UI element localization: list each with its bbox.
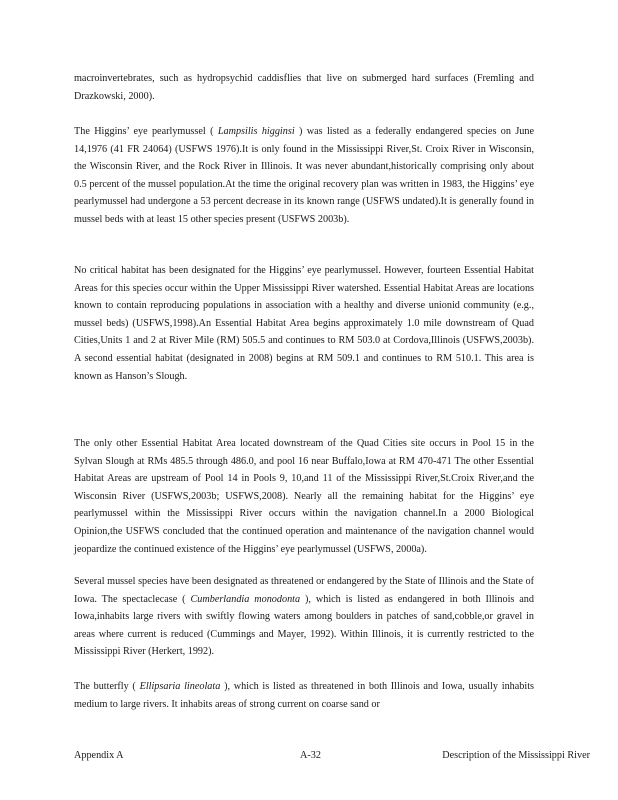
paragraph-text: The Higgins’ eye pearlymussel ( <box>74 126 218 137</box>
paragraph-text: ), which is listed as endangered in both Illinois and Iowa,inhabits large rivers with swiftly flowing waters among boulders in patches of sand,cobble,or gravel in areas where current is reduced (Cummings and Mayer, 1992). Within Illinois, it is currently restricted to the Mississippi River (Herkert, 1992). <box>74 593 534 658</box>
paragraph-state-listed-mussels <box>74 573 534 661</box>
paragraph-critical-habitat <box>74 262 534 385</box>
page-footer <box>74 747 590 765</box>
species-name-ellipsaria: Ellipsaria lineolata <box>139 681 221 692</box>
paragraph-butterfly-mussel <box>74 678 534 713</box>
paragraph-text: The butterfly ( <box>74 681 140 692</box>
paragraph-text: Several mussel species have been designated as threatened or endangered by the State of Illinois and the State of Iowa. The spectaclecase ( <box>74 576 534 605</box>
paragraph-text: ) was listed as a federally endangered species on June 14,1976 (41 FR 24064) (USFWS 1976).It is only found in the Mississippi River,St. Croix River in Wisconsin, the Wisconsin River, and the Rock River in Illinois. It was never abundant,historically comprising only about 0.5 percent of the mussel population.At the time the original recovery plan was written in 1983, the Higgins’ eye pearlymussel had undergone a 53 percent decrease in its known range (USFWS undated).It is generally found in mussel beds with at least 15 other species present (USFWS 2003b). <box>74 126 534 225</box>
species-name-cumberlandia: Cumberlandia monodonta <box>190 593 301 605</box>
paragraph-text: ), which is listed as threatened in both Illinois and Iowa, usually inhabits medium to large rivers. It inhabits areas of strong current on coarse sand or <box>74 681 534 710</box>
footer-section-title: Description of the Mississippi River <box>442 750 590 761</box>
paragraph-macroinvertebrates <box>74 70 534 105</box>
paragraph-other-habitat-areas <box>74 435 534 558</box>
paragraph-higgins-eye-listing <box>74 123 534 229</box>
paragraph-text: macroinvertebrates, such as hydropsychid caddisflies that live on submerged hard surfaces (Fremling and Drazkowski, 2000). <box>74 73 534 102</box>
species-name-lampsilis: Lampsilis higginsi <box>217 126 295 137</box>
paragraph-text: The only other Essential Habitat Area located downstream of the Quad Cities site occurs in Pool 15 in the Sylvan Slough at RMs 485.5 through 486.0, and pool 16 near Buffalo,Iowa at RM 470-471 The other Essential Habitat Areas are upstream of Pool 14 in Pools 9, 10,and 11 of the Mississippi River,St.Croix River,and the Wisconsin River (USFWS,2003b; USFWS,2008). Nearly all the remaining habitat for the Higgins’ eye pearlymussel within the Mississippi River occurs within the navigation channel.In a 2000 Biological Opinion,the USFWS concluded that the continued operation and maintenance of the navigation channel would jeopardize the continued existence of the Higgins’ eye pearlymussel (USFWS, 2000a). <box>74 438 534 555</box>
footer-page-number: A-32 <box>300 750 321 761</box>
paragraph-text: No critical habitat has been designated for the Higgins’ eye pearlymussel. However, fourteen Essential Habitat Areas for this species occur within the Upper Mississippi River watershed. Essential Habitat Areas are locations known to contain reproducing populations in association with a healthy and diverse unionid community (e.g., mussel beds) (USFWS,1998).An Essential Habitat Area begins approximately 1.0 mile downstream of Quad Cities,Units 1 and 2 at River Mile (RM) 505.5 and continues to RM 503.0 at Cordova,Illinois (USFWS,2003b). A second essential habitat (designated in 2008) begins at RM 509.1 and continues to RM 510.1. This area is known as Hanson’s Slough. <box>74 265 534 382</box>
footer-appendix-label: Appendix A <box>74 750 124 761</box>
